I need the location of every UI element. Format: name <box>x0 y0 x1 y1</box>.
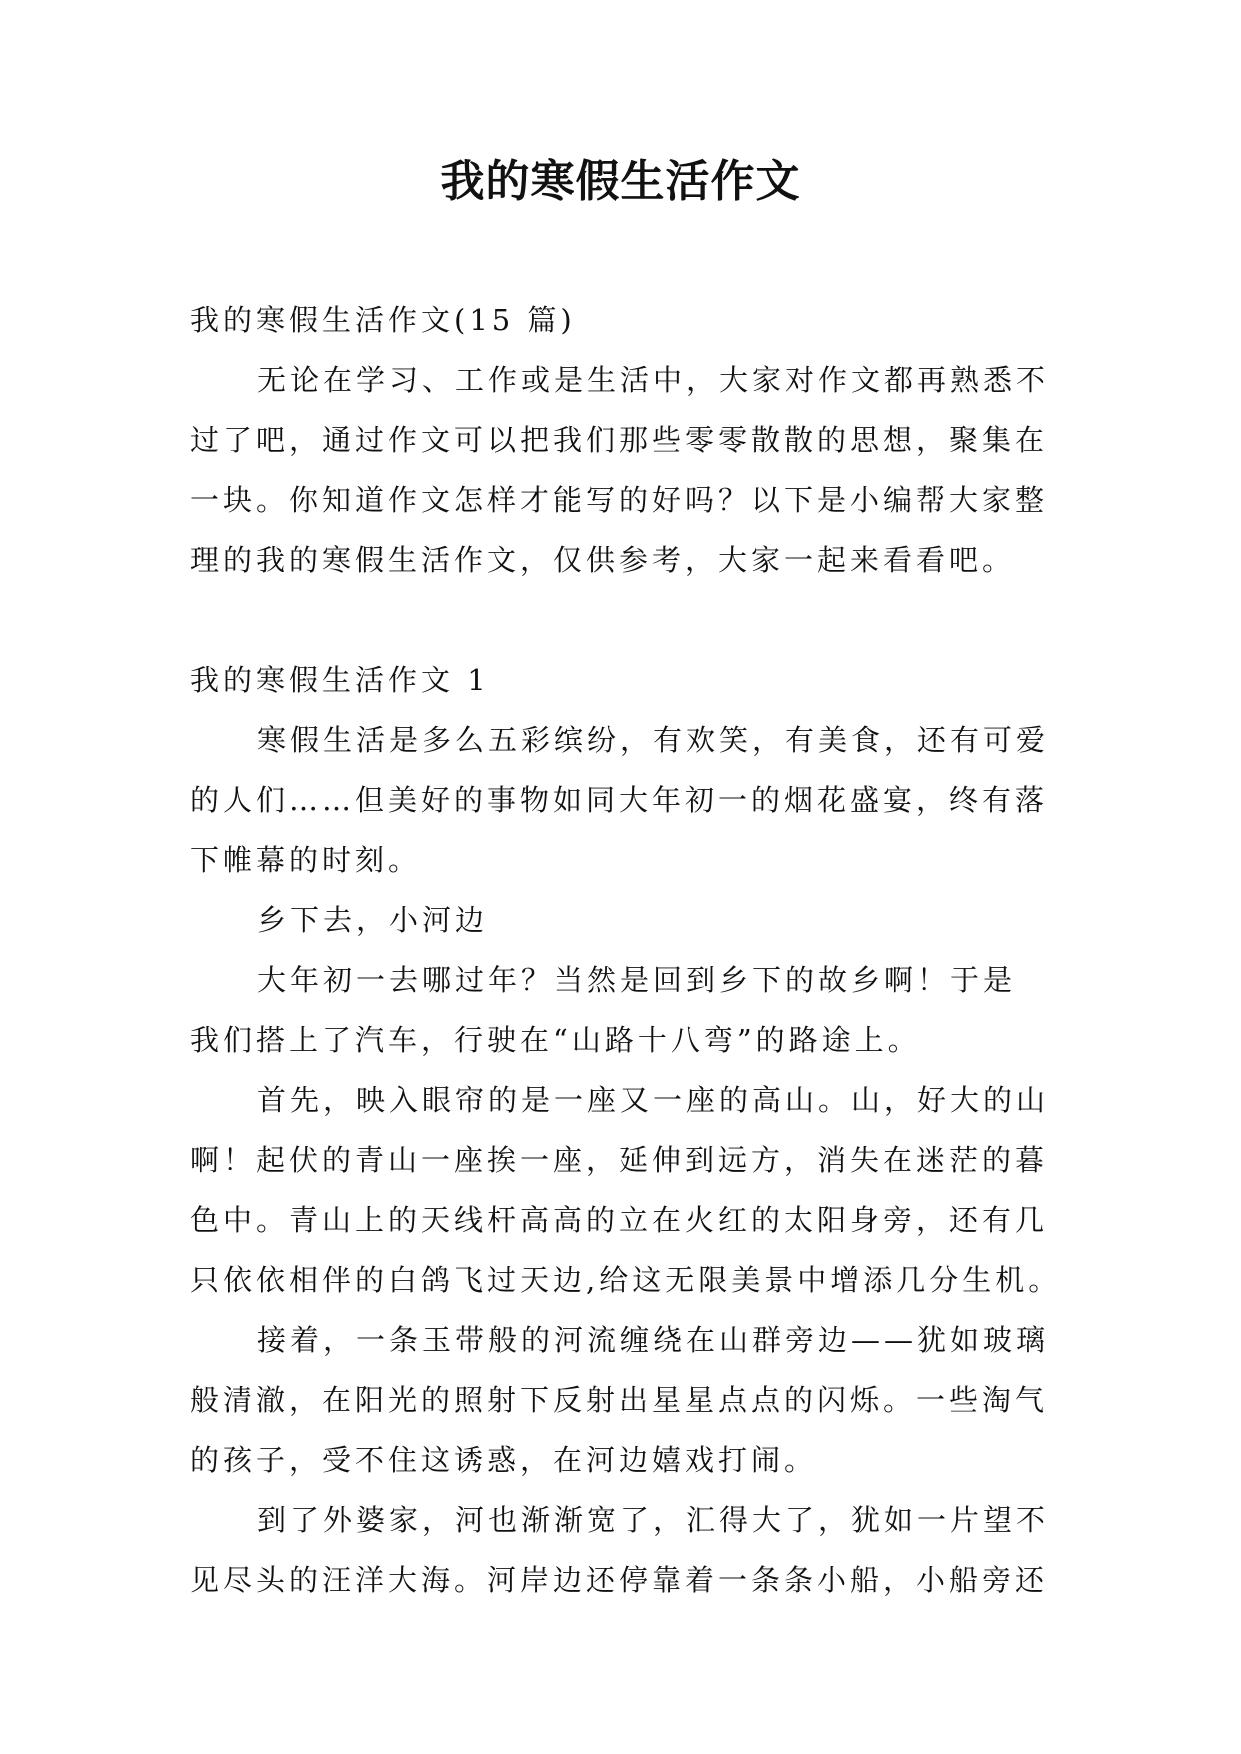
paragraph-line: 大年初一去哪过年？当然是回到乡下的故乡啊！于是 <box>257 963 1017 997</box>
document-title: 我的寒假生活作文 <box>440 156 801 207</box>
intro-line: 理的我的寒假生活作文，仅供参考，大家一起来看看吧。 <box>190 543 1016 577</box>
paragraph-line: 接着，一条玉带般的河流缠绕在山群旁边——犹如玻璃 <box>257 1323 1050 1357</box>
paragraph-line: 我们搭上了汽车，行驶在“山路十八弯”的路途上。 <box>190 1023 921 1057</box>
paragraph-line: 只依依相伴的白鸽飞过天边,给这无限美景中增添几分生机。 <box>190 1263 1062 1297</box>
intro-line: 无论在学习、工作或是生活中，大家对作文都再熟悉不 <box>257 363 1050 397</box>
essay-heading: 我的寒假生活作文 1 <box>190 663 490 697</box>
document-body <box>190 290 1062 1610</box>
paragraph-line: 见尽头的汪洋大海。河岸边还停靠着一条条小船，小船旁还 <box>190 1563 1049 1597</box>
paragraph-line: 乡下去，小河边 <box>257 903 489 937</box>
paragraph-line: 到了外婆家，河也渐渐宽了，汇得大了，犹如一片望不 <box>257 1503 1050 1537</box>
essay-paragraph <box>190 1490 1052 1610</box>
paragraph-line: 般清澈，在阳光的照射下反射出星星点点的闪烁。一些淘气 <box>190 1383 1049 1417</box>
essay-paragraph <box>190 950 1052 1070</box>
essay-paragraph <box>190 710 1052 890</box>
collection-subtitle: 我的寒假生活作文(15 篇) <box>190 303 576 337</box>
paragraph-line: 啊！起伏的青山一座挨一座，延伸到远方，消失在迷茫的暮 <box>190 1143 1049 1177</box>
essay-paragraph <box>190 1070 1062 1310</box>
section-subheading <box>190 890 1052 950</box>
intro-line: 过了吧，通过作文可以把我们那些零零散散的思想，聚集在 <box>190 423 1049 457</box>
paragraph-line: 下帷幕的时刻。 <box>190 843 422 877</box>
paragraph-line: 的孩子，受不住这诱惑，在河边嬉戏打闹。 <box>190 1443 818 1477</box>
intro-line: 一块。你知道作文怎样才能写的好吗？以下是小编帮大家整 <box>190 483 1049 517</box>
essay-paragraph <box>190 1310 1052 1490</box>
paragraph-line: 首先，映入眼帘的是一座又一座的高山。山，好大的山 <box>257 1083 1050 1117</box>
paragraph-line: 色中。青山上的天线杆高高的立在火红的太阳身旁，还有几 <box>190 1203 1049 1237</box>
intro-paragraph <box>190 350 1052 590</box>
paragraph-line: 寒假生活是多么五彩缤纷，有欢笑，有美食，还有可爱 <box>257 723 1050 757</box>
paragraph-line: 的人们……但美好的事物如同大年初一的烟花盛宴，终有落 <box>190 783 1049 817</box>
